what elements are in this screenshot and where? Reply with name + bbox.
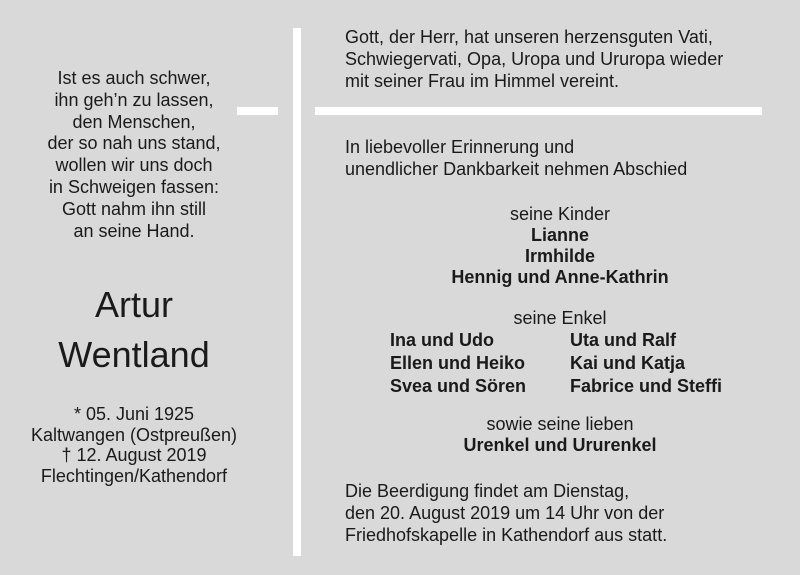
grandchild-name: Uta und Ralf <box>570 330 676 350</box>
poem-line: Ist es auch schwer, <box>57 68 211 88</box>
cross-horizontal-bar-right <box>315 107 762 115</box>
poem <box>0 68 268 242</box>
deceased-name <box>0 280 268 380</box>
cross-vertical-bar <box>293 28 301 556</box>
great-grandchildren-heading: sowie seine lieben <box>486 414 634 434</box>
grandchild-name: Svea und Sören <box>390 376 527 396</box>
child-name: Lianne <box>530 225 589 245</box>
intro-text <box>345 26 723 92</box>
farewell-line: In liebevoller Erinnerung und <box>345 137 575 157</box>
poem-line: ihn geh’n zu lassen, <box>54 89 214 110</box>
poem-line: in Schweigen fassen: <box>48 176 220 197</box>
funeral-notice <box>345 480 667 546</box>
funeral-line: den 20. August 2019 um 14 Uhr von der <box>345 503 665 523</box>
great-grandchildren-names: Urenkel und Ururenkel <box>463 435 657 455</box>
grandchild-name: Ina und Udo <box>390 330 494 350</box>
intro-line: Schwiegervati, Opa, Uropa und Ururopa wieder <box>345 49 724 69</box>
farewell-line: unendlicher Dankbarkeit nehmen Abschied <box>345 159 688 179</box>
birth-date: * 05. Juni 1925 <box>73 404 195 424</box>
first-name: Artur <box>94 284 173 325</box>
grandchild-name: Ellen und Heiko <box>390 353 526 373</box>
grandchild-name: Kai und Katja <box>570 353 686 373</box>
children-section <box>345 204 775 288</box>
intro-line: mit seiner Frau im Himmel vereint. <box>345 71 620 91</box>
poem-line: der so nah uns stand, <box>47 133 221 154</box>
child-name: Irmhilde <box>524 246 595 266</box>
child-name: Hennig und Anne-Kathrin <box>451 267 669 287</box>
farewell-text <box>345 136 687 180</box>
life-dates <box>0 404 268 486</box>
grandchild-name: Fabrice und Steffi <box>570 376 723 396</box>
intro-line: Gott, der Herr, hat unseren herzensguten Vati, <box>345 27 713 47</box>
poem-line: wollen wir uns doch <box>55 155 213 176</box>
great-grandchildren-section <box>345 414 775 456</box>
funeral-line: Friedhofskapelle in Kathendorf aus statt. <box>345 525 668 545</box>
last-name: Wentland <box>58 334 210 375</box>
funeral-line: Die Beerdigung findet am Dienstag, <box>345 481 630 501</box>
death-date: † 12. August 2019 <box>61 445 207 465</box>
grandchildren-heading: seine Enkel <box>513 308 607 328</box>
death-place: Flechtingen/Kathendorf <box>40 465 228 486</box>
children-heading: seine Kinder <box>509 204 611 224</box>
poem-line: an seine Hand. <box>73 220 195 241</box>
poem-line: Gott nahm ihn still <box>61 198 207 219</box>
poem-line: den Menschen, <box>72 111 196 132</box>
birth-place: Kaltwangen (Ostpreußen) <box>30 424 238 445</box>
